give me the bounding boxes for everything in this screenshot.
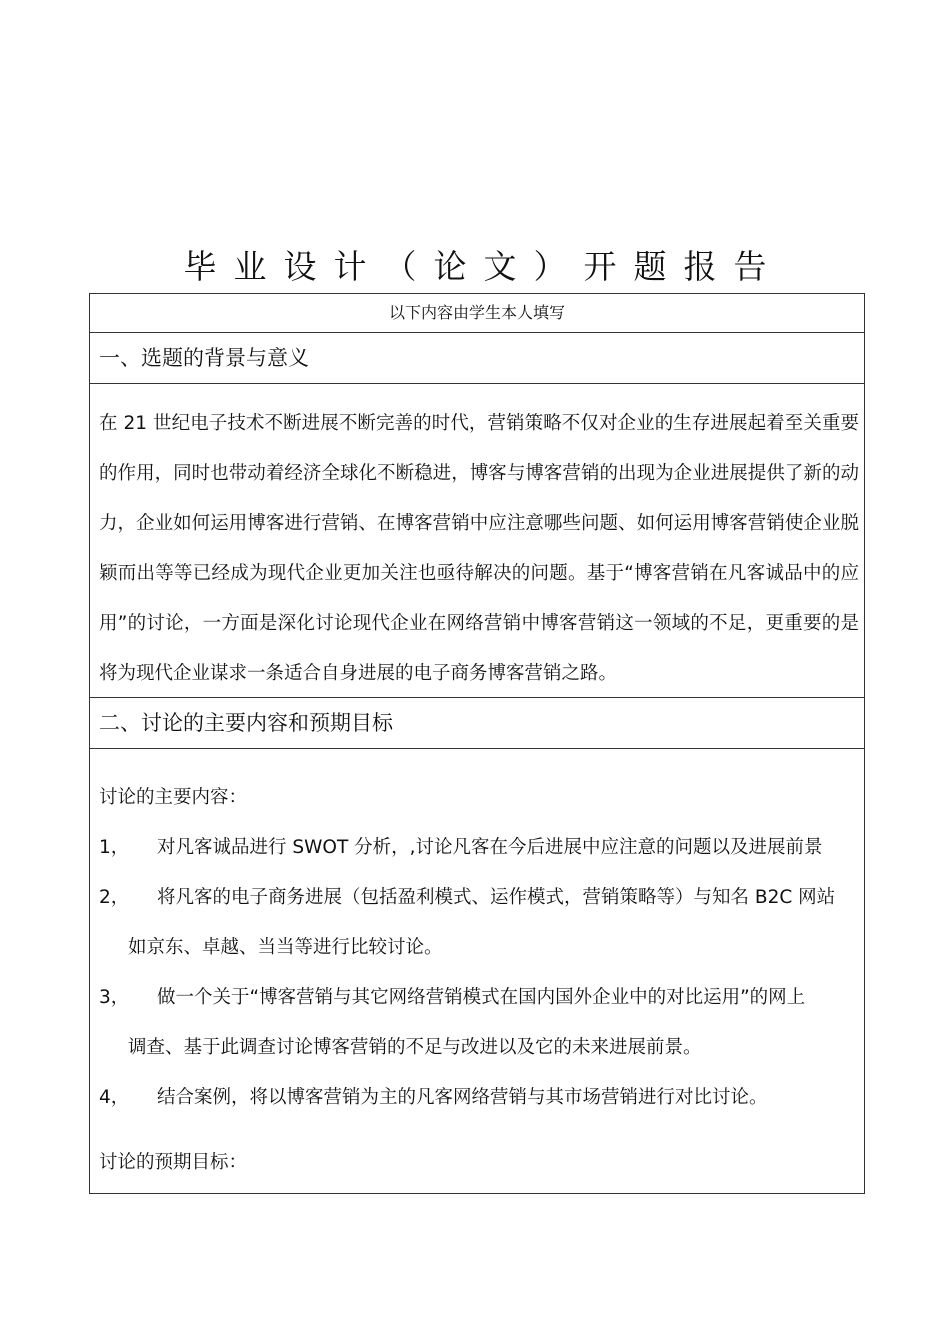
list-item-number: 2， [99,887,130,908]
section-content-heading-row [90,698,864,749]
list-item-text: 对凡客诚品进行 SWOT 分析，,讨论凡客在今后进展中应注意的问题以及进展前景 [157,837,823,858]
expected-goals-label: 讨论的预期目标： [99,1152,248,1173]
list-item-text: 做一个关于“博客营销与其它网络营销模式在国内国外企业中的对比运用”的网上 [157,987,806,1008]
list-item-number: 1， [99,837,130,858]
fill-instruction-row [90,294,864,333]
list-item-number: 4， [99,1087,130,1108]
list-item-continuation: 如京东、卓越、当当等进行比较讨论。 [128,937,443,958]
list-item-text: 结合案例，将以博客营销为主的凡客网络营销与其市场营销进行对比讨论。 [157,1087,768,1108]
section-background-paragraph: 在 21 世纪电子技术不断进展不断完善的时代，营销策略不仅对企业的生存进展起着至关重要的作用，同时也带动着经济全球化不断稳进，博客与博客营销的出现为企业进展提供了新的动力，企业如何运用博客进行营销、在博客营销中应注意哪些问题、如何运用博客营销使企业脱颖而出等等已经成为现代企业更加关注也亟待解决的问题。基于“博客营销在凡客诚品中的应用”的讨论，一方面是深化讨论现代企业在网络营销中博客营销这一领域的不足，更重要的是将为现代企业谋求一条适合自身进展的电子商务博客营销之路。 [99,413,859,684]
section-content-heading: 二、讨论的主要内容和预期目标 [99,711,393,735]
main-content-label: 讨论的主要内容： [99,787,248,808]
list-item-text: 将凡客的电子商务进展（包括盈利模式、运作模式，营销策略等）与知名 B2C 网站 [157,887,836,908]
section-content-body-row [90,749,864,1193]
document-title: 毕业设计（论文）开题报告 [183,247,784,286]
list-item-continuation: 调查、基于此调查讨论博客营销的不足与改进以及它的未来进展前景。 [128,1037,702,1058]
fill-instruction-text: 以下内容由学生本人填写 [388,303,565,322]
list-item-number: 3， [99,987,130,1008]
section-background-heading-row [90,333,864,384]
section-background-heading: 一、选题的背景与意义 [99,346,309,370]
section-background-body-row [90,384,864,698]
report-table [89,293,865,1194]
